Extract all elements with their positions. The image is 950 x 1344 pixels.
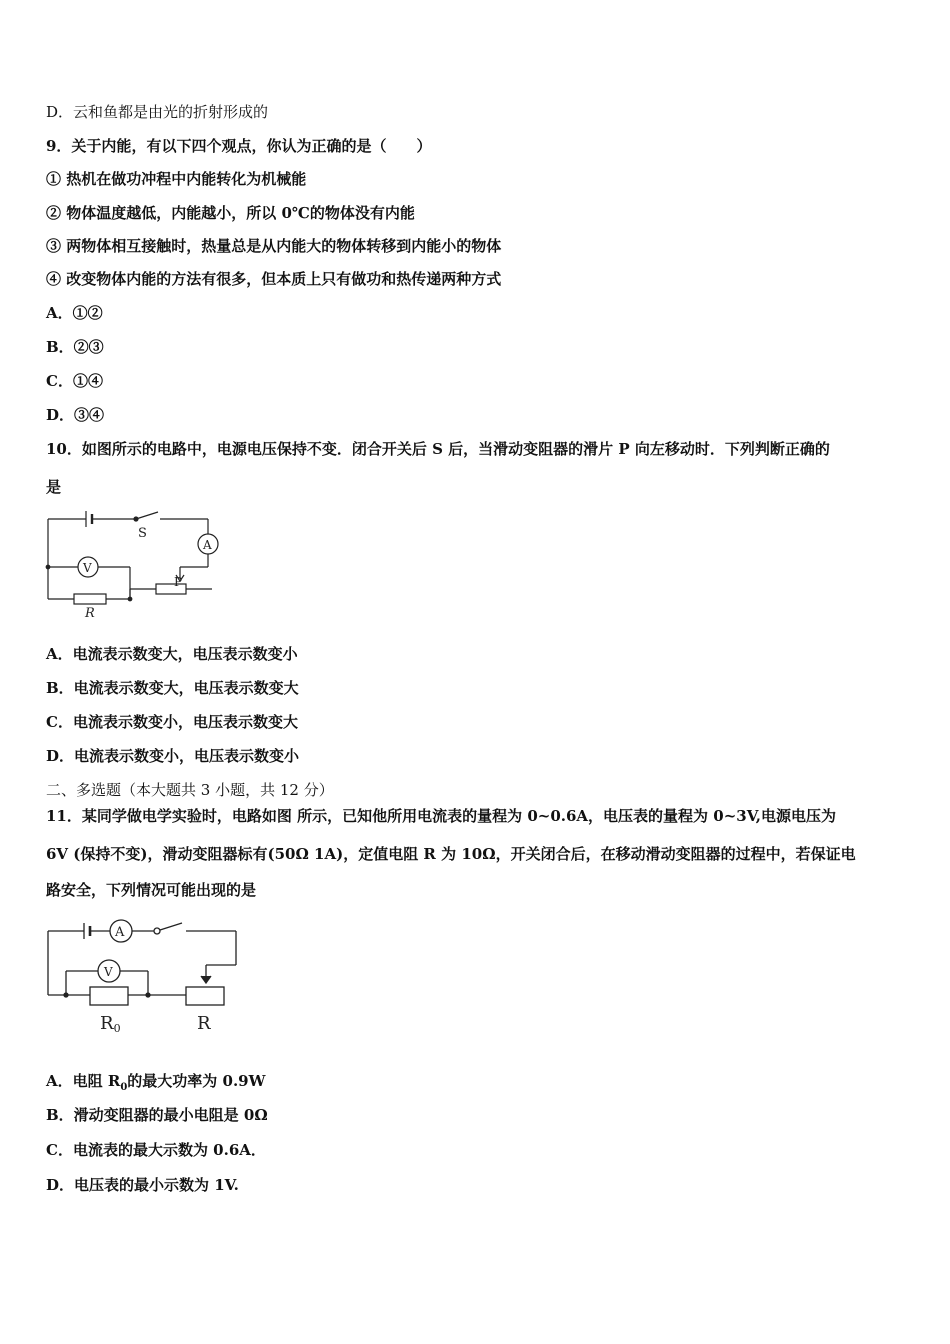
- ammeter-label: A: [115, 925, 125, 940]
- q11-stem-line2: 6V (保持不变)，滑动变阻器标有(50Ω 1A)，定值电阻 R 为 10Ω，开关闭合后，在移动滑动变阻器的过程中，若保证电: [46, 845, 856, 863]
- q10-option-c: C．电流表示数变小，电压表示数变大: [46, 713, 298, 731]
- q11-option-a-subscript: 0: [120, 1082, 128, 1093]
- q9-statement-4: ④ 改变物体内能的方法有很多，但本质上只有做功和热传递两种方式: [46, 270, 502, 288]
- q11-option-c: C．电流表的最大示数为 0.6A．: [46, 1141, 266, 1159]
- q8-option-d: D．云和鱼都是由光的折射形成的: [46, 103, 269, 121]
- resistor-box: [74, 594, 106, 604]
- q11-option-a-suffix: 的最大功率为 0.9W: [127, 1072, 266, 1090]
- q11-circuit-diagram: [40, 915, 250, 1040]
- rheostat-box: [186, 987, 224, 1005]
- q11-option-a: [46, 1071, 265, 1098]
- q9-option-a: A．①②: [46, 304, 103, 322]
- q11-stem-line1: 11．某同学做电学实验时，电路如图 所示，已知他所用电流表的量程为 0~0.6A，电压表的量程为 0~3V,电源电压为: [46, 807, 836, 825]
- q9-statement-1: ① 热机在做功冲程中内能转化为机械能: [46, 170, 307, 188]
- q11-option-d: D．电压表的最小示数为 1V.: [46, 1176, 239, 1194]
- q10-option-d: D．电流表示数变小，电压表示数变小: [46, 747, 300, 765]
- ammeter-label: A: [203, 538, 212, 552]
- switch-label: S: [138, 526, 147, 541]
- q10-option-b: B．电流表示数变大，电压表示数变大: [46, 679, 299, 697]
- switch-contact: [154, 928, 160, 934]
- q11-option-b: B．滑动变阻器的最小电阻是 0Ω: [46, 1106, 268, 1124]
- q9-option-c: C．①④: [46, 372, 103, 390]
- q11-stem-line3: 路安全，下列情况可能出现的是: [46, 881, 257, 899]
- q9-statement-2: ② 物体温度越低，内能越小，所以 0℃的物体没有内能: [46, 204, 415, 222]
- q10-option-a: A．电流表示数变大，电压表示数变小: [46, 645, 298, 663]
- switch-lever: [160, 923, 182, 930]
- q9-option-d: D．③④: [46, 406, 105, 424]
- q10-stem-line2: 是: [46, 478, 62, 496]
- resistor-label: R: [85, 606, 95, 621]
- fixed-resistor-box: [90, 987, 128, 1005]
- section2-heading: 二、多选题（本大题共 3 小题，共 12 分）: [46, 781, 334, 799]
- q9-statement-3: ③ 两物体相互接触时，热量总是从内能大的物体转移到内能小的物体: [46, 237, 502, 255]
- q10-circuit-diagram: [40, 505, 230, 625]
- q10-stem-line1: 10．如图所示的电路中，电源电压保持不变．闭合开关后 S 后，当滑动变阻器的滑片 P 向左移动时．下列判断正确的: [46, 440, 830, 458]
- voltmeter-label: V: [104, 965, 113, 979]
- slider-label: P: [174, 575, 183, 589]
- rheostat-label: R: [197, 1013, 211, 1034]
- switch-lever: [136, 512, 158, 519]
- voltmeter-label: V: [83, 561, 92, 575]
- fixed-resistor-label: R0: [100, 1013, 121, 1035]
- q11-option-a-prefix: A．电阻 R: [46, 1072, 121, 1090]
- q9-stem: 9．关于内能，有以下四个观点，你认为正确的是（ ）: [46, 137, 432, 155]
- q9-option-b: B．②③: [46, 338, 104, 356]
